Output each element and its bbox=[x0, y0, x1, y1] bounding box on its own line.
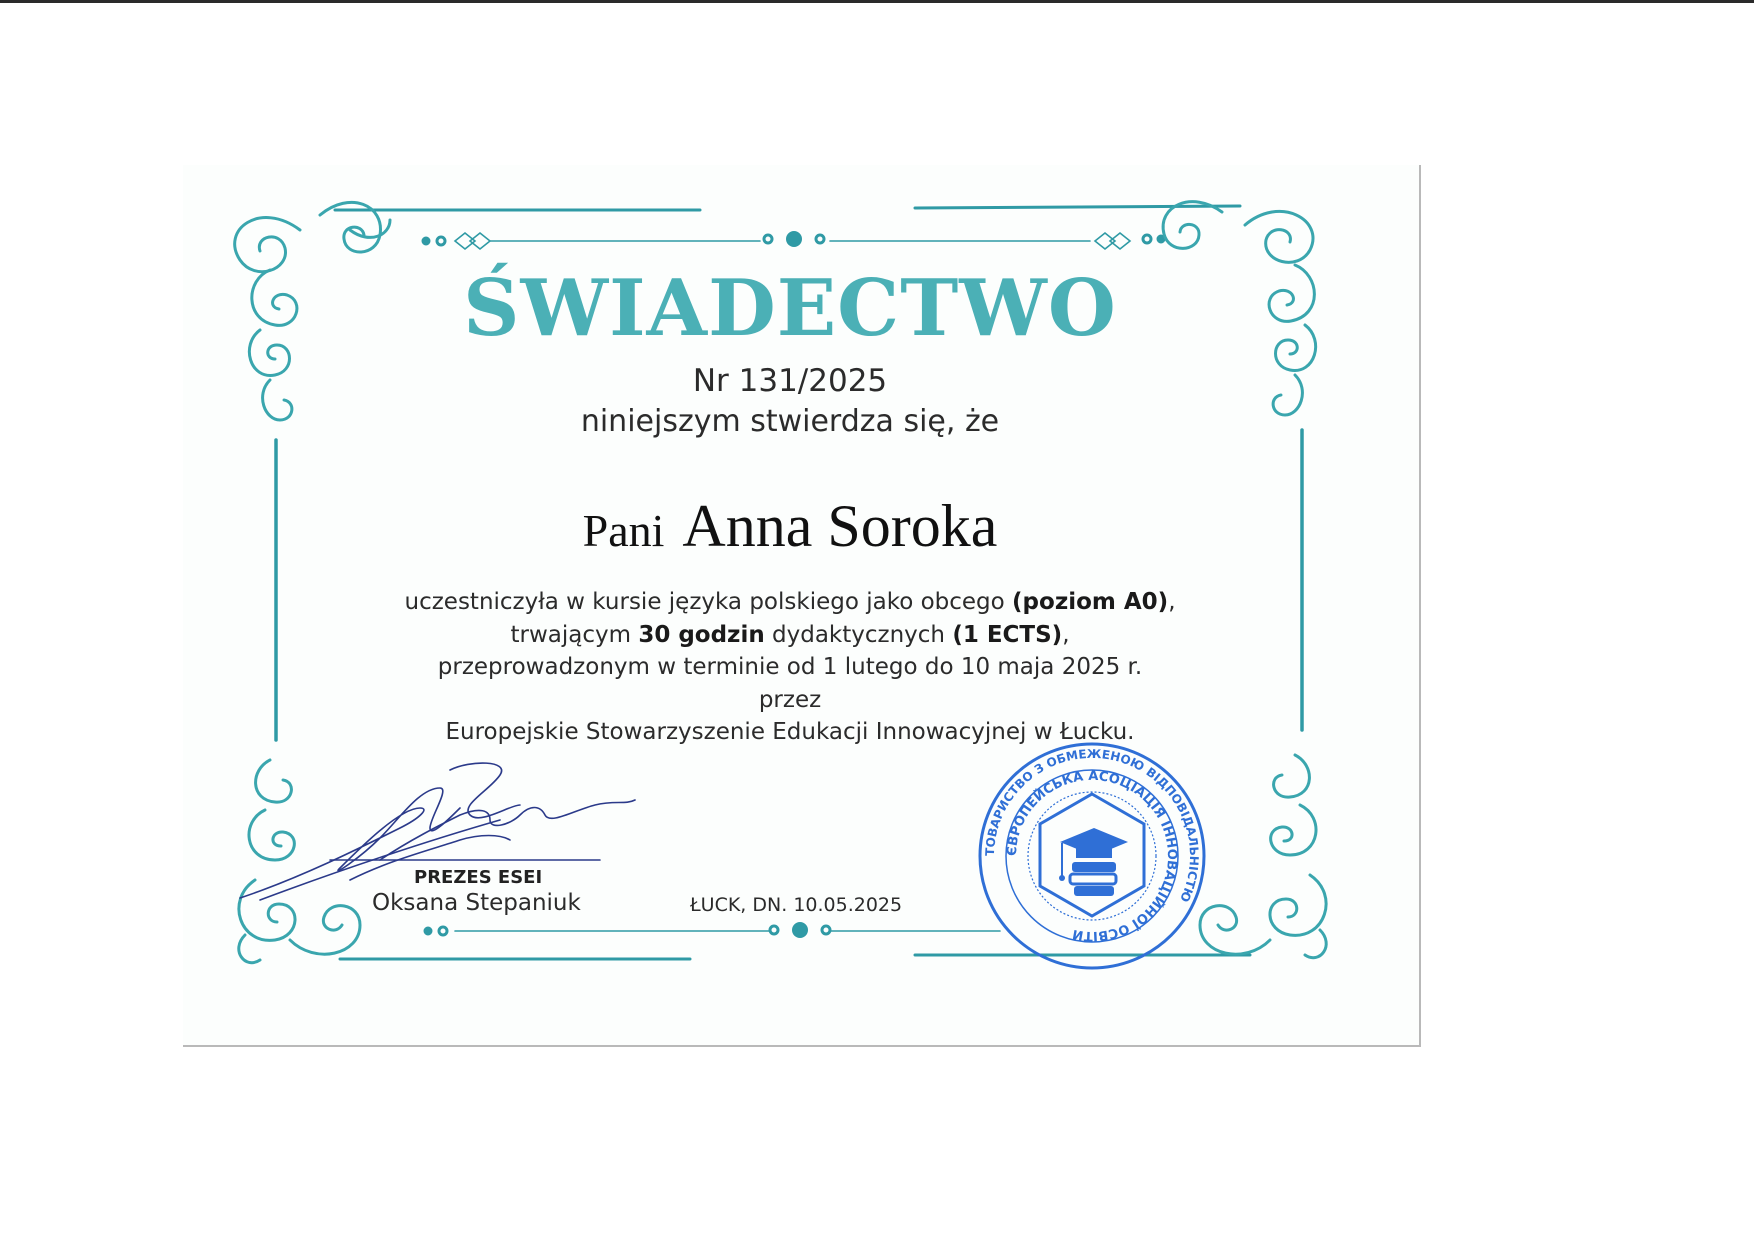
body-line-2 bbox=[350, 619, 1230, 652]
course-hours: 30 godzin bbox=[638, 621, 765, 648]
graduation-cap-icon bbox=[1059, 828, 1128, 896]
signatory-name: Oksana Stepaniuk bbox=[372, 890, 581, 916]
certificate-number: Nr 131/2025 bbox=[692, 363, 888, 399]
body-line-5: Europejskie Stowarzyszenie Edukacji Innowacyjnej w Łucku. bbox=[445, 719, 1135, 745]
certificate-title: ŚWIADECTWO bbox=[463, 263, 1117, 354]
body-text: uczestniczyła w kursie języka polskiego jako obcego bbox=[404, 589, 1013, 615]
body-line-3: przeprowadzonym w terminie od 1 lutego do 10 maja 2025 r. bbox=[437, 654, 1143, 680]
stamp-outer-text: ТОВАРИСТВО З ОБМЕЖЕНОЮ ВІДПОВІДАЛЬНІСТЮ bbox=[982, 746, 1202, 905]
stamp-inner-text: ЄВРОПЕЙСЬКА АСОЦІАЦІЯ ІННОВАЦІЙНОЇ ОСВІТИ bbox=[1004, 768, 1180, 944]
recipient-honorific: Pani bbox=[582, 505, 665, 556]
body-line-1 bbox=[350, 586, 1230, 619]
body-text: , bbox=[1168, 589, 1176, 615]
course-ects: (1 ECTS) bbox=[952, 621, 1063, 648]
body-text: , bbox=[1062, 621, 1070, 648]
body-text: dydaktycznych bbox=[764, 621, 953, 648]
recipient-name: Anna Soroka bbox=[682, 493, 998, 559]
recipient-line bbox=[350, 492, 1230, 561]
certificate-body bbox=[350, 586, 1230, 749]
signatory-role: PREZES ESEI bbox=[414, 867, 543, 888]
official-stamp bbox=[972, 736, 1212, 976]
place-and-date: ŁUCK, DN. 10.05.2025 bbox=[690, 894, 903, 916]
course-level: (poziom A0) bbox=[1012, 589, 1169, 615]
body-line-4: przez bbox=[758, 686, 822, 713]
certificate-intro: niniejszym stwierdza się, że bbox=[580, 404, 1000, 439]
body-text: trwającym bbox=[510, 621, 639, 648]
